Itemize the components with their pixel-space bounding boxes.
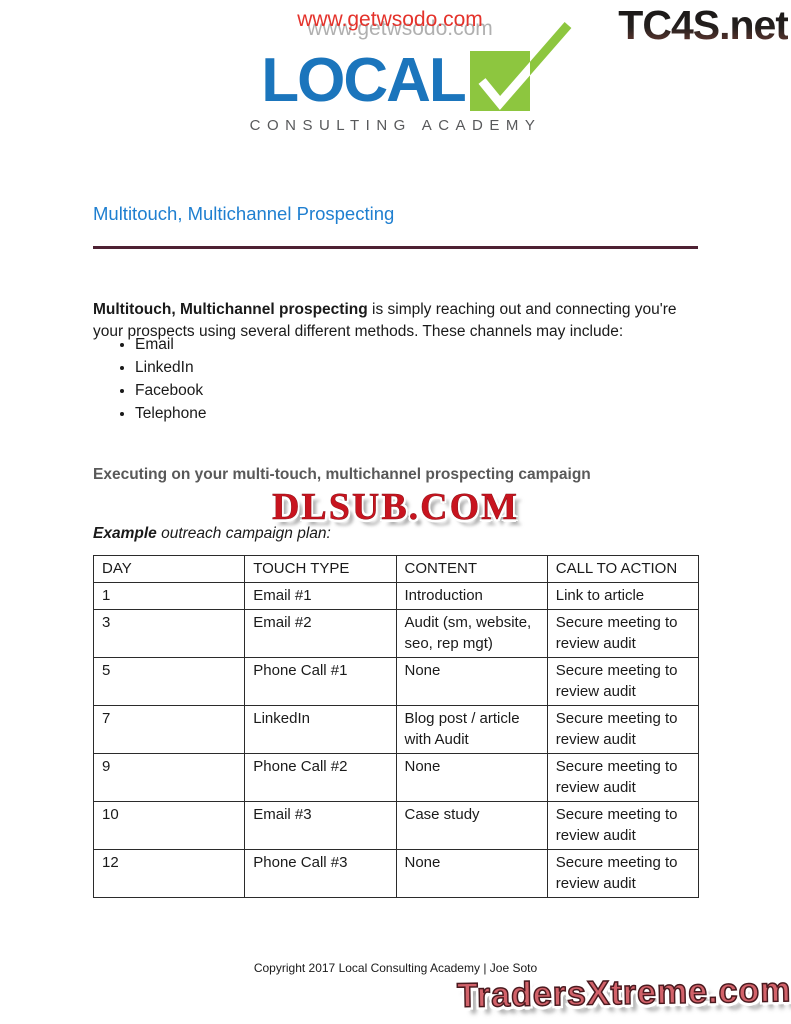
cell-content: None xyxy=(396,658,547,706)
table-row xyxy=(94,754,699,802)
cell-touch-type: Email #3 xyxy=(245,802,396,850)
tradersxtreme-watermark: TradersXtreme.com xyxy=(456,971,791,1015)
table-row xyxy=(94,850,699,898)
list-item: • Email xyxy=(135,336,535,354)
dlsub-watermark: DLSUB.COM xyxy=(271,486,520,528)
cell-touch-type: Phone Call #1 xyxy=(245,658,396,706)
intro-bold-lead: Multitouch, Multichannel prospecting xyxy=(93,300,368,318)
cell-call-to-action: Secure meeting to review audit xyxy=(547,706,698,754)
table-row xyxy=(94,706,699,754)
logo-subtitle: CONSULTING ACADEMY xyxy=(249,117,542,134)
table-row xyxy=(94,802,699,850)
cell-content: None xyxy=(396,754,547,802)
cell-touch-type: Phone Call #2 xyxy=(245,754,396,802)
table-row xyxy=(94,583,699,610)
table-row xyxy=(94,610,699,658)
cell-day: 9 xyxy=(94,754,245,802)
example-bold-lead: Example xyxy=(93,525,157,542)
campaign-plan-table xyxy=(93,555,699,898)
list-item: • Facebook xyxy=(135,382,535,400)
tc4s-logo: TC4S.net xyxy=(618,2,788,48)
title-rule xyxy=(93,246,698,249)
cell-touch-type: Email #1 xyxy=(245,583,396,610)
cell-call-to-action: Secure meeting to review audit xyxy=(547,658,698,706)
cell-touch-type: LinkedIn xyxy=(245,706,396,754)
table-row xyxy=(94,658,699,706)
cell-content: None xyxy=(396,850,547,898)
checkmark-icon xyxy=(470,51,530,111)
cell-call-to-action: Link to article xyxy=(547,583,698,610)
copyright-footer: Copyright 2017 Local Consulting Academy | Joe Soto xyxy=(253,961,538,975)
page-title: Multitouch, Multichannel Prospecting xyxy=(93,203,395,224)
cell-call-to-action: Secure meeting to review audit xyxy=(547,850,698,898)
cell-day: 5 xyxy=(94,658,245,706)
cell-content: Audit (sm, website, seo, rep mgt) xyxy=(396,610,547,658)
cell-day: 12 xyxy=(94,850,245,898)
logo-word: LOCAL xyxy=(261,46,465,115)
cell-touch-type: Phone Call #3 xyxy=(245,850,396,898)
cell-day: 10 xyxy=(94,802,245,850)
cell-day: 3 xyxy=(94,610,245,658)
local-consulting-academy-logo xyxy=(93,46,698,134)
column-header-touch-type: TOUCH TYPE xyxy=(245,556,396,583)
cell-call-to-action: Secure meeting to review audit xyxy=(547,802,698,850)
cell-content: Introduction xyxy=(396,583,547,610)
column-header-call-to-action: CALL TO ACTION xyxy=(547,556,698,583)
column-header-day: DAY xyxy=(94,556,245,583)
logo-wordmark-row xyxy=(261,46,530,115)
cell-call-to-action: Secure meeting to review audit xyxy=(547,610,698,658)
cell-content: Case study xyxy=(396,802,547,850)
cell-content: Blog post / article with Audit xyxy=(396,706,547,754)
top-url-watermark: www.getwsodo.com xyxy=(297,8,483,31)
intro-rest: is simply reaching out and connecting you're your prospects using several different methods. These channels may include: xyxy=(93,300,677,340)
cell-call-to-action: Secure meeting to review audit xyxy=(547,754,698,802)
table-header-row xyxy=(94,556,699,583)
cell-day: 7 xyxy=(94,706,245,754)
section-heading: Executing on your multi-touch, multichannel prospecting campaign xyxy=(93,466,591,483)
cell-day: 1 xyxy=(94,583,245,610)
column-header-content: CONTENT xyxy=(396,556,547,583)
example-rest: outreach campaign plan: xyxy=(156,525,331,542)
cell-touch-type: Email #2 xyxy=(245,610,396,658)
list-item: • LinkedIn xyxy=(135,359,535,377)
channel-bullet-list xyxy=(93,336,535,428)
list-item: • Telephone xyxy=(135,405,535,423)
